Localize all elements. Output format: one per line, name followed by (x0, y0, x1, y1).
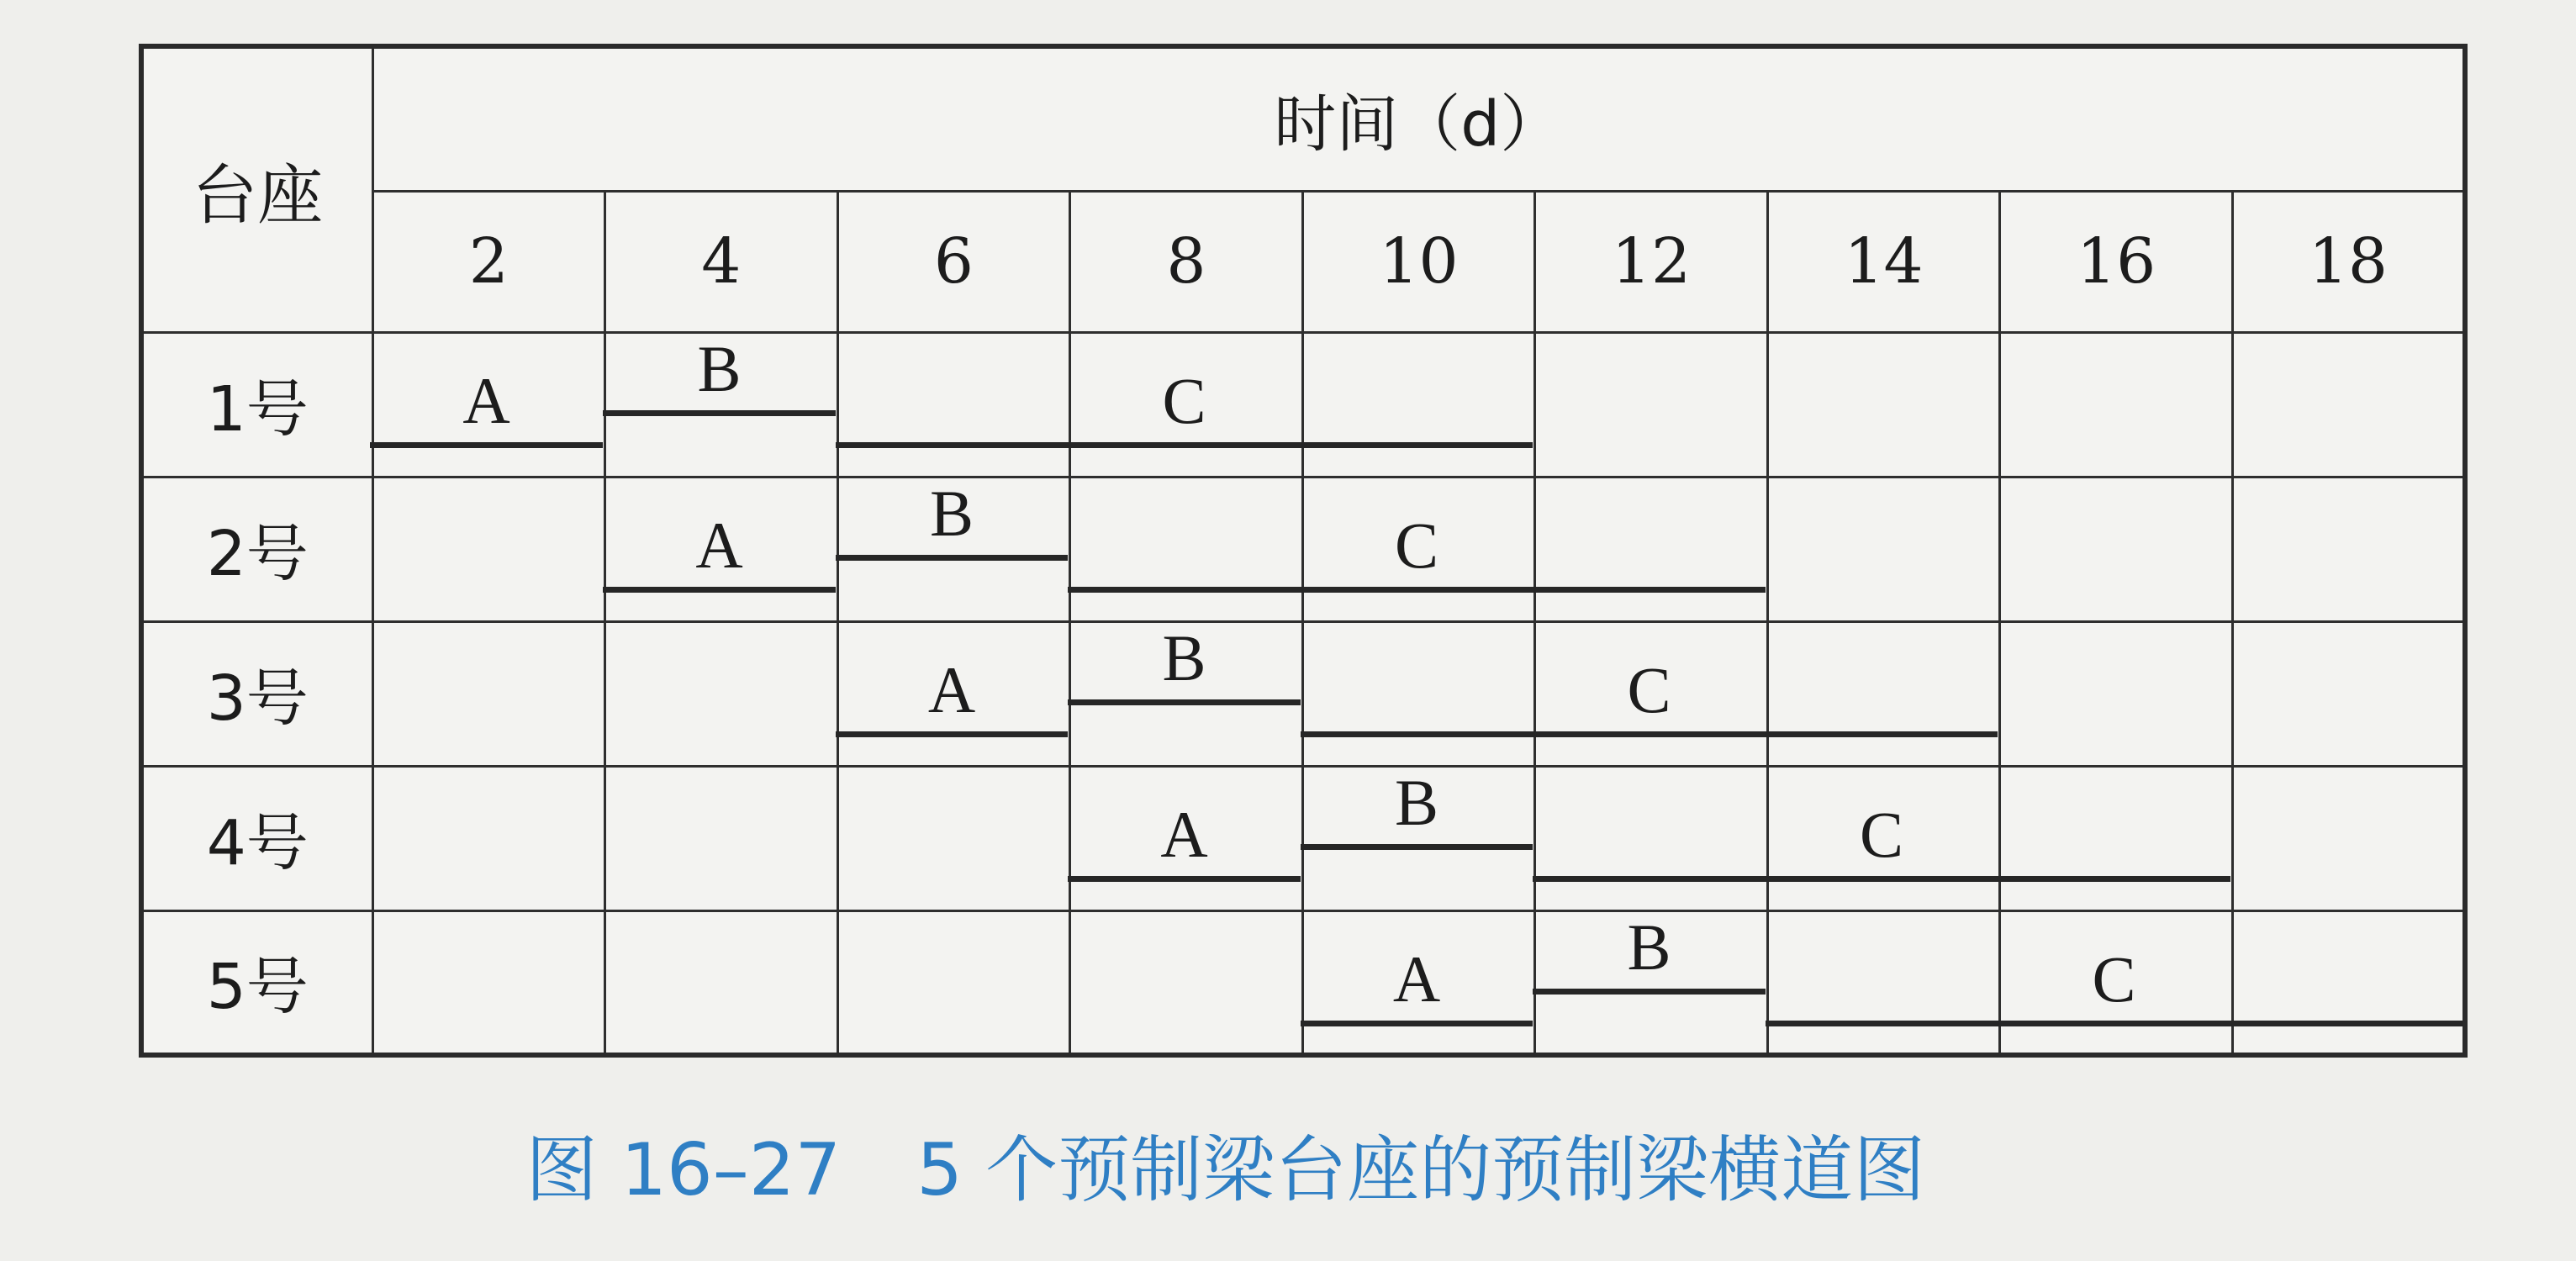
day-header-cell: 10 (1302, 191, 1535, 332)
figure-number: 图 16–27 (525, 1128, 842, 1212)
pedestal-row (141, 766, 2465, 910)
pedestal-row-label: 5号 (141, 910, 372, 1055)
gantt-table (139, 44, 2468, 1058)
figure-caption (525, 1111, 2123, 1216)
pedestal-row-label: 2号 (141, 477, 372, 621)
pedestal-row-label: 1号 (141, 332, 372, 477)
task-label-a: A (462, 364, 510, 438)
task-label-c: C (2092, 942, 2136, 1016)
task-label-b: B (1394, 766, 1439, 840)
pedestal-header: 台座 (141, 46, 372, 332)
task-label-a: A (1160, 798, 1208, 872)
task-label-b: B (1627, 910, 1671, 984)
day-header-cell: 14 (1767, 191, 2000, 332)
figure-title: 5 个预制梁台座的预制梁横道图 (916, 1128, 1926, 1212)
day-header-cell: 6 (837, 191, 1070, 332)
day-header-cell: 12 (1535, 191, 1768, 332)
pedestal-row (141, 477, 2465, 621)
day-header-cell: 16 (2000, 191, 2233, 332)
task-label-b: B (929, 477, 974, 551)
task-label-c: C (1859, 798, 1904, 872)
pedestal-row (141, 332, 2465, 477)
day-header-cell: 18 (2232, 191, 2465, 332)
pedestal-row (141, 910, 2465, 1055)
day-header-cell: 4 (605, 191, 838, 332)
task-label-b: B (697, 332, 742, 406)
task-label-a: A (695, 509, 743, 583)
task-label-b: B (1162, 621, 1206, 695)
task-label-c: C (1162, 364, 1206, 438)
task-label-c: C (1394, 509, 1439, 583)
task-label-a: A (1392, 942, 1441, 1016)
pedestal-row-label: 3号 (141, 621, 372, 766)
task-label-c: C (1627, 653, 1671, 727)
day-header-cell: 2 (372, 191, 605, 332)
task-label-a: A (927, 653, 976, 727)
pedestal-row (141, 621, 2465, 766)
pedestal-row-label: 4号 (141, 766, 372, 910)
time-header: 时间（d） (372, 46, 2465, 191)
day-header-cell: 8 (1070, 191, 1303, 332)
